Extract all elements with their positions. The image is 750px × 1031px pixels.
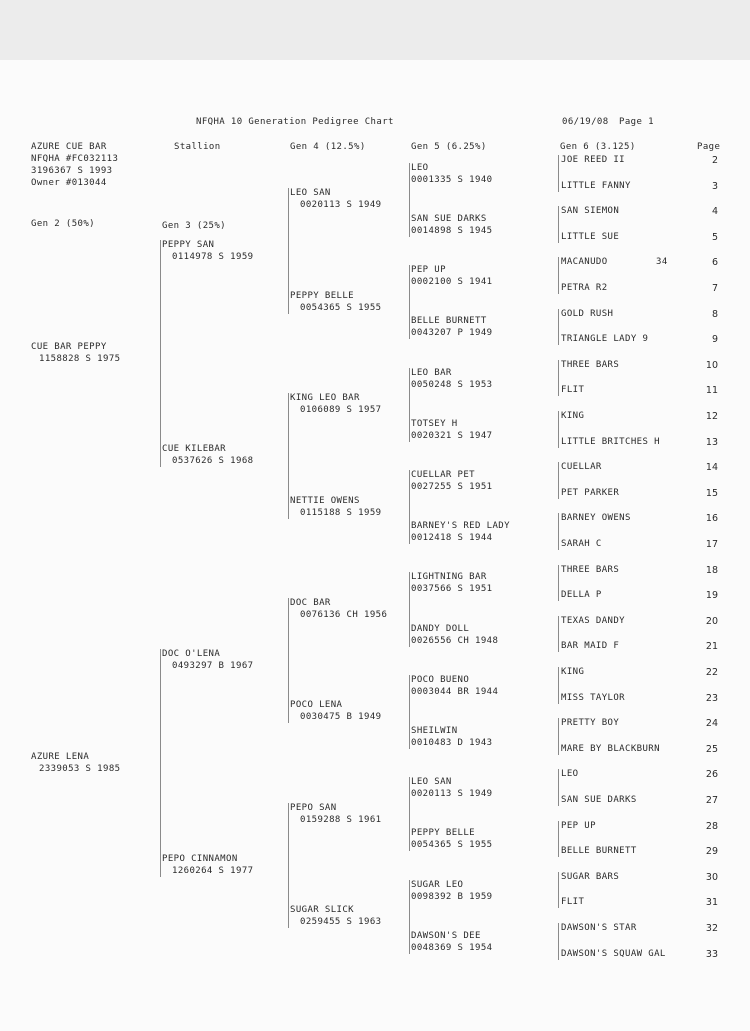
- gen5-number: 0010483 D 1943: [411, 738, 493, 748]
- gen6-name: GOLD RUSH: [561, 308, 614, 319]
- gen2-number: 1158828 S 1975: [39, 354, 121, 364]
- gen6-name: PRETTY BOY: [561, 718, 620, 729]
- gen5-name: POCO BUENO: [411, 674, 470, 685]
- gen3-name: PEPO CINNAMON: [162, 854, 238, 864]
- gen5-number: 0098392 B 1959: [411, 891, 493, 902]
- col-header-gen5: Gen 5 (6.25%): [411, 142, 487, 152]
- gen6-name: MACANUDO: [561, 257, 608, 268]
- gen5-name: BARNEY'S RED LADY: [411, 521, 510, 532]
- gen2-name: AZURE LENA: [31, 751, 90, 762]
- gen5-number: 0003044 BR 1944: [411, 686, 499, 697]
- gen6-page: 14: [705, 462, 718, 474]
- gen5-number: 0027255 S 1951: [411, 482, 493, 492]
- gen5-name: LIGHTNING BAR: [411, 572, 487, 583]
- gen5-name: DANDY DOLL: [411, 623, 470, 634]
- gen2-number: 2339053 S 1985: [39, 763, 121, 774]
- gen5-name: SUGAR LEO: [411, 879, 464, 890]
- gen6-name: PEP UP: [561, 820, 596, 831]
- gen5-name: LEO SAN: [411, 777, 452, 788]
- col-header-gen2: Gen 2 (50%): [31, 219, 96, 229]
- page-number: Page 1: [619, 117, 654, 127]
- gen4-number: 0020113 S 1949: [300, 200, 382, 211]
- gen5-number: 0002100 S 1941: [411, 277, 493, 288]
- gen6-bracket-line: [558, 616, 559, 653]
- gen6-page: 21: [705, 641, 718, 653]
- gen5-name: PEPPY BELLE: [411, 828, 476, 839]
- gen6-page: 17: [705, 539, 718, 550]
- col-header-gen4: Gen 4 (12.5%): [290, 142, 366, 152]
- gen6-page: 8: [711, 308, 718, 320]
- gen6-page: 15: [705, 487, 718, 499]
- gen5-bracket-line: [409, 265, 410, 339]
- gen6-page: 18: [705, 564, 718, 576]
- gen4-number: 0106089 S 1957: [300, 405, 382, 416]
- gen5-number: 0012418 S 1944: [411, 533, 493, 544]
- gen6-page: 20: [705, 615, 718, 627]
- gen6-page: 33: [705, 948, 718, 960]
- gen5-number: 0026556 CH 1948: [411, 635, 499, 646]
- gen6-page: 24: [705, 718, 718, 730]
- gen6-name: BAR MAID F: [561, 641, 620, 652]
- gen2-name: CUE BAR PEPPY: [31, 342, 107, 352]
- gen5-number: 0054365 S 1955: [411, 840, 493, 851]
- gen6-page: 7: [711, 283, 718, 294]
- gen5-number: 0020321 S 1947: [411, 430, 493, 441]
- gen6-note: 34: [656, 257, 668, 268]
- gen6-name: PETRA R2: [561, 283, 608, 293]
- gen6-name: DAWSON'S SQUAW GAL: [561, 948, 666, 959]
- gen6-bracket-line: [558, 360, 559, 397]
- gen4-name: SUGAR SLICK: [290, 905, 355, 916]
- gen5-number: 0043207 P 1949: [411, 328, 493, 339]
- gen4-number: 0159288 S 1961: [300, 814, 382, 825]
- gen6-name: FLIT: [561, 897, 585, 908]
- gen6-bracket-line: [558, 462, 559, 499]
- gen6-bracket-line: [558, 821, 559, 858]
- gen4-number: 0030475 B 1949: [300, 712, 382, 723]
- gen6-page: 10: [705, 359, 718, 371]
- gen6-page: 29: [705, 846, 718, 858]
- gen6-name: DAWSON'S STAR: [561, 923, 637, 933]
- gen6-name: MISS TAYLOR: [561, 692, 626, 703]
- gen6-page: 26: [705, 769, 718, 781]
- gen6-page: 6: [711, 257, 718, 269]
- gen4-bracket-line: [288, 598, 289, 723]
- gen4-number: 0115188 S 1959: [300, 507, 382, 518]
- gen6-page: 16: [705, 513, 718, 525]
- subject-owner: Owner #013044: [31, 178, 107, 188]
- gen4-bracket-line: [288, 803, 289, 928]
- gen4-name: PEPPY BELLE: [290, 290, 355, 301]
- gen5-name: LEO BAR: [411, 367, 452, 378]
- gen5-name: SAN SUE DARKS: [411, 214, 487, 224]
- gen6-bracket-line: [558, 923, 559, 960]
- gen6-name: DELLA P: [561, 590, 602, 601]
- gen6-name: LEO: [561, 769, 579, 780]
- col-header-stallion: Stallion: [174, 142, 221, 152]
- gen6-name: SARAH C: [561, 539, 602, 549]
- gen6-page: 19: [705, 590, 718, 602]
- gen6-name: LITTLE SUE: [561, 231, 620, 242]
- gen6-name: JOE REED II: [561, 155, 626, 165]
- gen5-bracket-line: [409, 470, 410, 544]
- gen6-bracket-line: [558, 872, 559, 909]
- gen4-name: DOC BAR: [290, 598, 331, 608]
- gen3-number: 0493297 B 1967: [172, 661, 254, 672]
- gen6-page: 11: [705, 385, 718, 397]
- gen4-bracket-line: [288, 393, 289, 518]
- gen3-name: CUE KILEBAR: [162, 444, 227, 455]
- gen5-bracket-line: [409, 675, 410, 749]
- gen6-name: SAN SIEMON: [561, 206, 620, 217]
- gen6-name: BARNEY OWENS: [561, 513, 631, 524]
- gen3-bracket-line: [160, 649, 161, 877]
- subject-registration: NFQHA #FC032113: [31, 154, 119, 164]
- gen6-name: SAN SUE DARKS: [561, 795, 637, 805]
- gen5-bracket-line: [409, 163, 410, 237]
- gen6-name: LITTLE BRITCHES H: [561, 436, 660, 447]
- gen5-number: 0001335 S 1940: [411, 174, 493, 185]
- gen6-bracket-line: [558, 769, 559, 806]
- gen6-page: 31: [705, 897, 718, 909]
- pedigree-sheet: [0, 60, 750, 1031]
- gen6-bracket-line: [558, 513, 559, 550]
- gen6-bracket-line: [558, 206, 559, 243]
- gen6-name: CUELLAR: [561, 462, 602, 473]
- chart-date: 06/19/08: [562, 117, 609, 127]
- gen3-number: 0114978 S 1959: [172, 251, 254, 262]
- gen6-page: 13: [705, 436, 718, 448]
- gen6-page: 3: [711, 180, 718, 192]
- gen6-name: LITTLE FANNY: [561, 180, 631, 191]
- gen6-page: 30: [705, 871, 718, 883]
- col-header-page: Page: [697, 142, 721, 152]
- gen5-name: TOTSEY H: [411, 418, 458, 429]
- gen6-name: TEXAS DANDY: [561, 615, 626, 626]
- gen6-page: 12: [705, 411, 718, 422]
- gen6-name: TRIANGLE LADY 9: [561, 334, 649, 345]
- gen6-page: 2: [711, 155, 718, 166]
- gen5-number: 0050248 S 1953: [411, 379, 493, 390]
- gen5-bracket-line: [409, 777, 410, 851]
- gen6-page: 23: [705, 692, 718, 704]
- gen5-name: DAWSON'S DEE: [411, 930, 481, 941]
- gen6-bracket-line: [558, 411, 559, 448]
- gen5-name: PEP UP: [411, 265, 446, 276]
- gen6-name: KING: [561, 667, 585, 677]
- gen4-name: PEPO SAN: [290, 802, 337, 813]
- gen5-number: 0014898 S 1945: [411, 226, 493, 236]
- gen5-name: SHEILWIN: [411, 726, 458, 736]
- gen6-page: 27: [705, 795, 718, 806]
- gen5-bracket-line: [409, 880, 410, 954]
- gen6-name: THREE BARS: [561, 359, 620, 370]
- gen6-name: FLIT: [561, 385, 585, 396]
- col-header-gen6: Gen 6 (3.125): [560, 142, 636, 152]
- gen3-name: PEPPY SAN: [162, 239, 215, 250]
- gen3-name: DOC O'LENA: [162, 649, 221, 660]
- gen6-page: 22: [705, 667, 718, 678]
- gen6-name: SUGAR BARS: [561, 871, 620, 882]
- gen6-page: 28: [705, 820, 718, 832]
- gen6-bracket-line: [558, 718, 559, 755]
- gen3-number: 0537626 S 1968: [172, 456, 254, 467]
- gen4-name: POCO LENA: [290, 700, 343, 711]
- gen6-name: THREE BARS: [561, 564, 620, 575]
- gen6-bracket-line: [558, 309, 559, 346]
- gen4-name: NETTIE OWENS: [290, 495, 360, 506]
- gen3-bracket-line: [160, 240, 161, 468]
- gen6-name: MARE BY BLACKBURN: [561, 743, 660, 754]
- gen6-name: KING: [561, 411, 585, 421]
- gen6-name: BELLE BURNETT: [561, 846, 637, 857]
- subject-name: AZURE CUE BAR: [31, 142, 107, 152]
- gen6-name: PET PARKER: [561, 487, 620, 498]
- gen5-name: CUELLAR PET: [411, 470, 476, 480]
- gen6-bracket-line: [558, 257, 559, 294]
- gen5-name: LEO: [411, 162, 429, 173]
- subject-number: 3196367 S 1993: [31, 166, 113, 176]
- gen6-page: 32: [705, 923, 718, 934]
- gen3-number: 1260264 S 1977: [172, 866, 254, 876]
- gen4-name: KING LEO BAR: [290, 393, 360, 404]
- gen4-number: 0076136 CH 1956: [300, 610, 388, 620]
- gen6-page: 25: [705, 743, 718, 755]
- gen6-bracket-line: [558, 565, 559, 602]
- gen6-page: 5: [711, 231, 718, 243]
- gen4-bracket-line: [288, 188, 289, 313]
- col-header-gen3: Gen 3 (25%): [162, 221, 227, 231]
- gen5-bracket-line: [409, 368, 410, 442]
- gen6-page: 4: [711, 206, 718, 218]
- chart-title: NFQHA 10 Generation Pedigree Chart: [196, 117, 394, 127]
- gen6-page: 9: [711, 334, 718, 346]
- gen5-number: 0037566 S 1951: [411, 584, 493, 595]
- gen5-name: BELLE BURNETT: [411, 316, 487, 327]
- gen4-number: 0259455 S 1963: [300, 917, 382, 928]
- gen5-bracket-line: [409, 572, 410, 646]
- gen5-number: 0048369 S 1954: [411, 942, 493, 953]
- gen4-name: LEO SAN: [290, 188, 331, 199]
- gen6-bracket-line: [558, 155, 559, 192]
- gen4-number: 0054365 S 1955: [300, 302, 382, 313]
- gen5-number: 0020113 S 1949: [411, 789, 493, 800]
- gen6-bracket-line: [558, 667, 559, 704]
